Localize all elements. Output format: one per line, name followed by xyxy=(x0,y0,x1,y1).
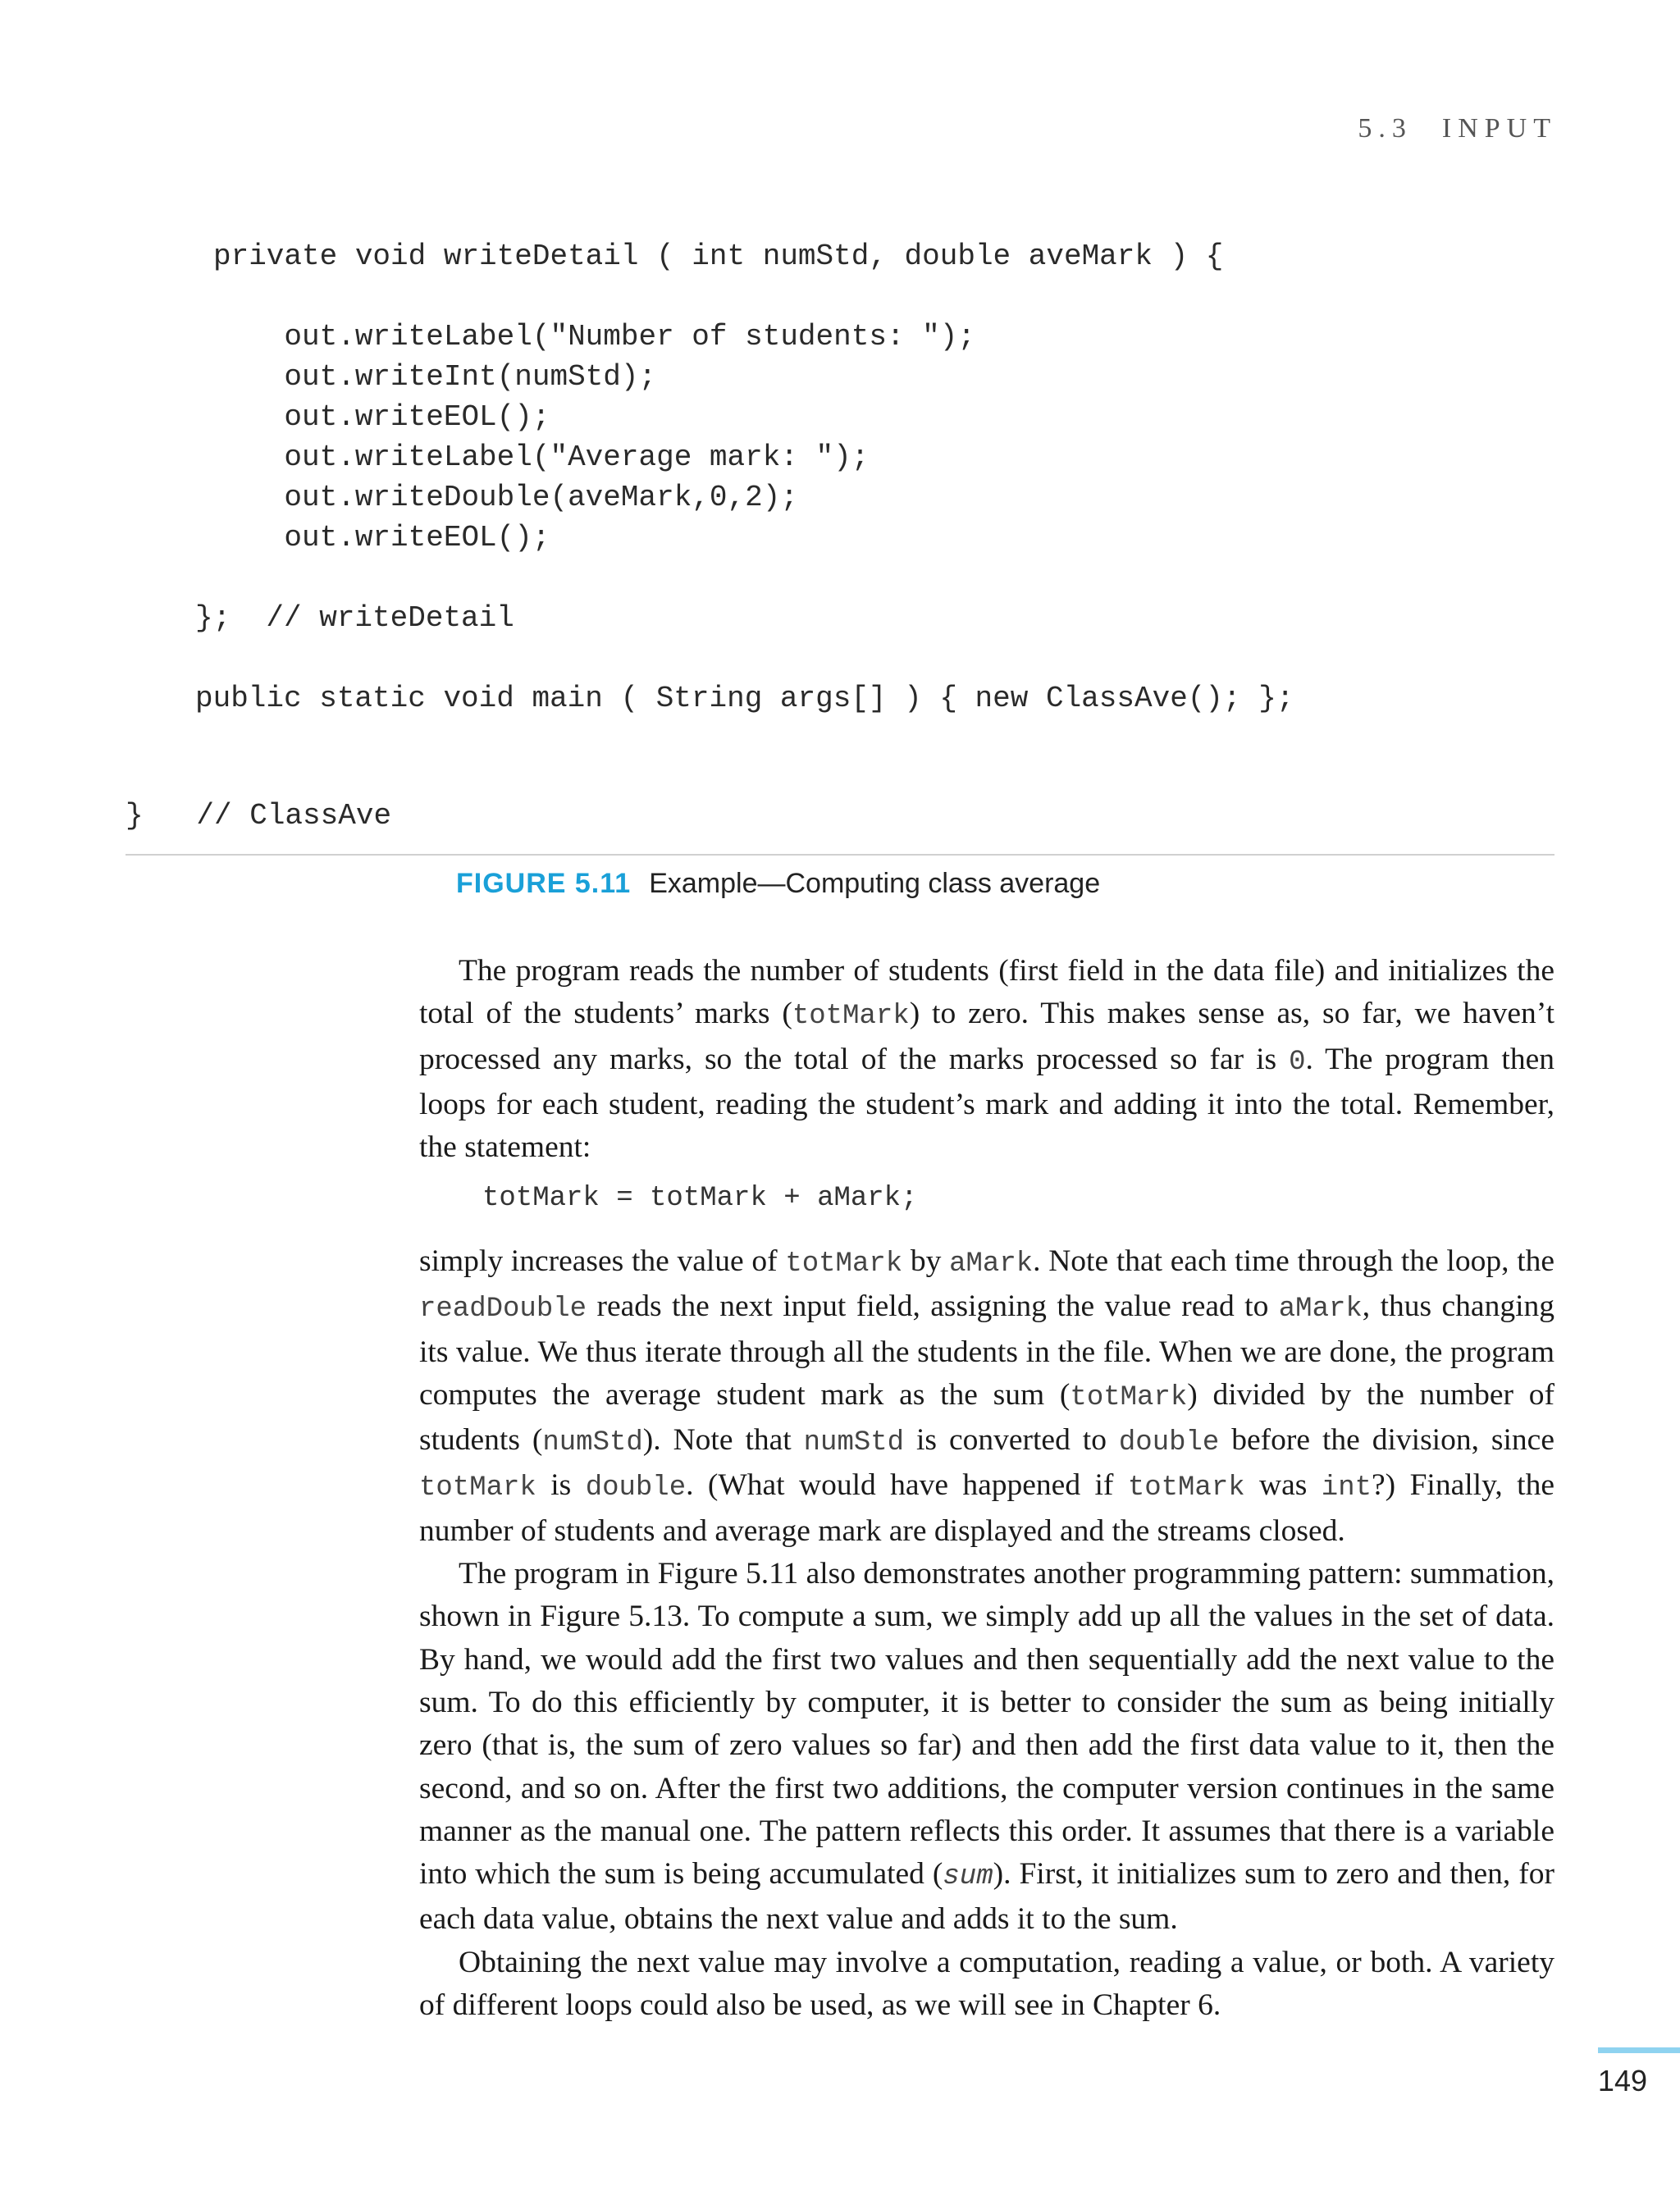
inline-code: double xyxy=(585,1472,687,1504)
section-title: INPUT xyxy=(1441,113,1557,144)
section-number: 5.3 xyxy=(1358,113,1413,144)
running-head xyxy=(1358,113,1557,144)
page-number-bar xyxy=(1598,2047,1680,2053)
code-line: out.writeEOL(); xyxy=(213,400,550,434)
inline-code: totMark xyxy=(419,1472,536,1504)
figure-caption xyxy=(456,868,1100,900)
inline-code: int xyxy=(1321,1472,1372,1504)
figure-divider xyxy=(126,854,1554,856)
inline-code: aMark xyxy=(1278,1294,1363,1326)
figure-label: FIGURE 5.11 xyxy=(456,868,632,899)
inline-code: numStd xyxy=(803,1427,905,1459)
body-text-bottom xyxy=(419,1240,1554,2027)
inline-code: numStd xyxy=(542,1427,643,1459)
code-line: out.writeLabel("Number of students: "); xyxy=(213,320,975,354)
code-line: private void writeDetail ( int numStd, double aveMark ) { xyxy=(213,240,1224,273)
inline-code: 0 xyxy=(1289,1046,1306,1078)
inline-code: sum xyxy=(943,1861,993,1893)
inline-code: totMark xyxy=(792,1001,910,1033)
code-closing-line: } // ClassAve xyxy=(126,799,392,833)
inline-code: totMark xyxy=(1127,1472,1245,1504)
inline-code: totMark xyxy=(1070,1381,1188,1413)
code-listing xyxy=(195,236,1294,719)
code-line: public static void main ( String args[] ) { new ClassAve(); }; xyxy=(195,682,1294,715)
inline-code: totMark xyxy=(785,1248,903,1280)
paragraph: The program reads the number of students (first field in the data file) and initializes the total of the students’ marks (totMark) to zero. This makes sense as, so far, we haven’t processed any marks, so the total of the marks processed so far is 0. The program then loops for each student, reading the student’s mark and adding it into the total. Remember, the statement: xyxy=(419,954,1554,1165)
inline-code: aMark xyxy=(949,1248,1034,1280)
code-line: out.writeInt(numStd); xyxy=(213,360,657,394)
inline-code: double xyxy=(1118,1427,1220,1459)
code-line: }; // writeDetail xyxy=(195,601,514,635)
page-number: 149 xyxy=(1597,2064,1647,2097)
paragraph: Obtaining the next value may involve a computation, reading a value, or both. A variety of different loops could also be used, as we will see in Chapter 6. xyxy=(419,1945,1554,2023)
code-statement: totMark = totMark + aMark; xyxy=(482,1183,918,1214)
code-line: out.writeEOL(); xyxy=(213,521,550,555)
body-text-top xyxy=(419,950,1554,1169)
paragraph: The program in Figure 5.11 also demonstrates another programming pattern: summation, shown in Figure 5.13. To compute a sum, we simply add up all the values in the set of data. By hand, we would add the first two values and then sequentially add the next value to the sum. To do this efficiently by computer, it is better to consider the sum as being initially zero (that is, the sum of zero values so far) and then add the first data value to it, then the second, and so on. After the first two additions, the computer version continues in the same manner as the manual one. The pattern reflects this order. It assumes that there is a variable into which the sum is being accumulated (sum). First, it initializes sum to zero and then, for each data value, obtains the next value and adds it to the sum. xyxy=(419,1557,1554,1937)
code-line: out.writeLabel("Average mark: "); xyxy=(213,440,870,474)
figure-title: Example—Computing class average xyxy=(649,868,1101,899)
inline-code: readDouble xyxy=(419,1294,587,1326)
code-line: out.writeDouble(aveMark,0,2); xyxy=(213,481,798,514)
paragraph: simply increases the value of totMark by aMark. Note that each time through the loop, the readDouble reads the next input field, assigning the value read to aMark, thus changing its value. We thus iterate through all the students in the file. When we are done, the program computes the average student mark as the sum (totMark) divided by the number of students (numStd). Note that numStd is converted to double before the division, since totMark is double. (What would have happened if totMark was int?) Finally, the number of students and average mark are displayed and the streams closed. xyxy=(419,1244,1555,1548)
